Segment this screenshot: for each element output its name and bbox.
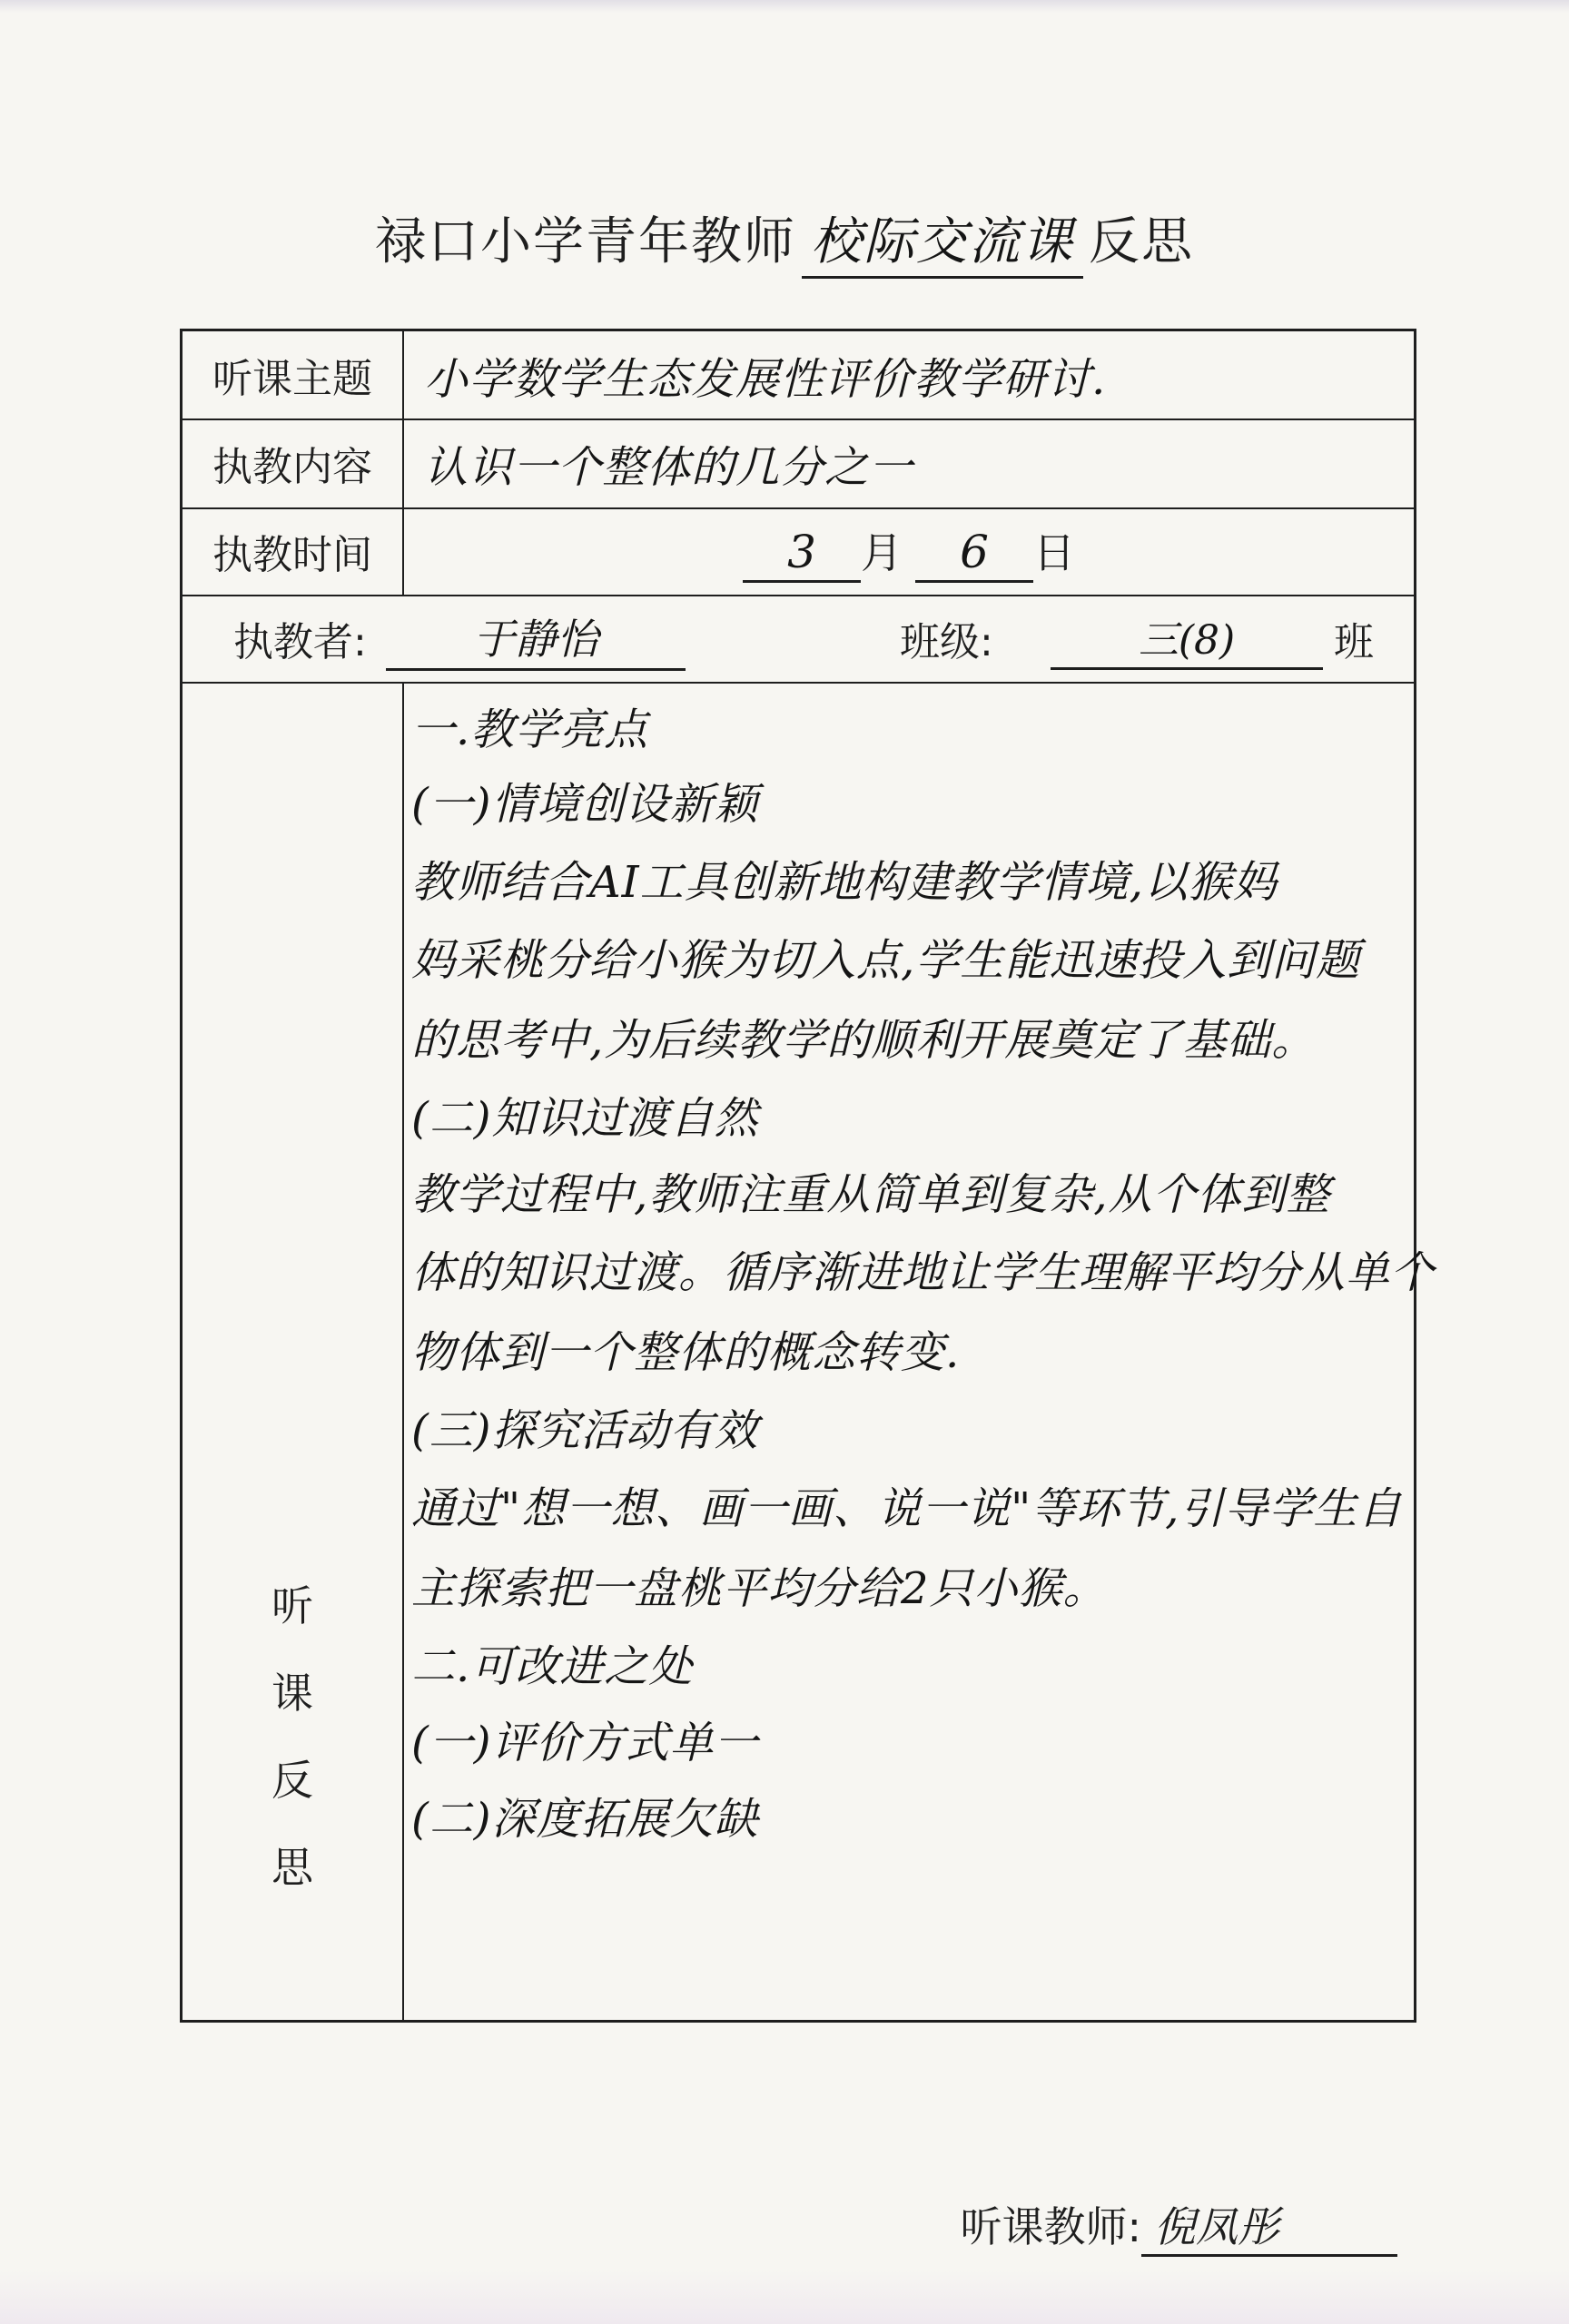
time-value-cell [404, 507, 1414, 595]
reflection-line: 通过"想一想、画一画、说一说"等环节,引导学生自 [411, 1483, 1403, 1534]
row-content [183, 419, 1414, 509]
reflection-line: 主探索把一盘桃平均分给2只小猴。 [411, 1563, 1108, 1614]
class-value: 三(8) [1051, 607, 1323, 670]
row-theme [183, 331, 1414, 420]
side-char: 听 [271, 1581, 313, 1630]
listener-signature [961, 2194, 1398, 2257]
title-prefix: 禄口小学青年教师 [375, 212, 796, 271]
reflection-line: 妈采桃分给小猴为切入点,学生能迅速投入到问题 [411, 935, 1361, 986]
date-day: 6 [915, 526, 1033, 583]
reflection-line: 二.可改进之处 [411, 1641, 694, 1692]
date-month: 3 [743, 526, 861, 583]
row-reflection [183, 682, 1436, 2251]
reflection-line: 体的知识过渡。循序渐进地让学生理解平均分从单个 [411, 1247, 1436, 1298]
reflection-side-label [183, 682, 404, 2020]
reflection-body [411, 682, 1436, 2020]
content-value-cell [404, 419, 1414, 507]
time-label: 执教时间 [183, 507, 404, 595]
theme-label: 听课主题 [183, 331, 404, 419]
reflection-line: 教学过程中,教师注重从简单到复杂,从个体到整 [411, 1169, 1331, 1220]
reflection-line: 教师结合AI工具创新地构建教学情境,以猴妈 [411, 857, 1278, 908]
content-label: 执教内容 [183, 419, 404, 507]
scan-top-edge [0, 0, 1569, 13]
class-label: 班级: [900, 619, 993, 665]
reflection-line: 的思考中,为后续教学的顺利开展奠定了基础。 [411, 1015, 1317, 1066]
class-suffix: 班 [1334, 619, 1374, 665]
reflection-line: 一.教学亮点 [411, 704, 649, 755]
reflection-side-chars [183, 1562, 402, 1911]
page-title [0, 202, 1569, 279]
reflection-line: (二)知识过渡自然 [411, 1093, 759, 1144]
side-char: 课 [271, 1669, 313, 1718]
title-course-type: 校际交流课 [802, 202, 1083, 279]
teacher-class-line [183, 595, 1414, 682]
listener-name: 倪凤彤 [1141, 2194, 1397, 2257]
title-suffix: 反思 [1089, 212, 1194, 271]
date [404, 520, 1414, 583]
reflection-line: (二)深度拓展欠缺 [411, 1794, 759, 1845]
content-value: 认识一个整体的几分之一 [424, 441, 914, 493]
reflection-line: (一)评价方式单一 [411, 1718, 759, 1768]
date-day-unit: 日 [1033, 527, 1075, 577]
reflection-line: (三)探究活动有效 [411, 1405, 759, 1456]
row-time [183, 507, 1414, 596]
date-month-unit: 月 [861, 527, 903, 577]
theme-value: 小学数学生态发展性评价教学研讨. [424, 353, 1107, 405]
teacher-label: 执教者: [233, 619, 367, 665]
row-teacher-class [183, 595, 1414, 684]
reflection-line: (一)情境创设新颖 [411, 779, 759, 830]
reflection-form [180, 329, 1436, 2251]
side-char: 思 [271, 1843, 313, 1892]
scan-bottom-edge [0, 2270, 1569, 2324]
teacher-name: 于静怡 [386, 606, 686, 671]
listener-label: 听课教师: [960, 2202, 1141, 2251]
reflection-line: 物体到一个整体的概念转变. [411, 1327, 961, 1378]
theme-value-cell [404, 331, 1414, 419]
side-char: 反 [271, 1756, 313, 1805]
